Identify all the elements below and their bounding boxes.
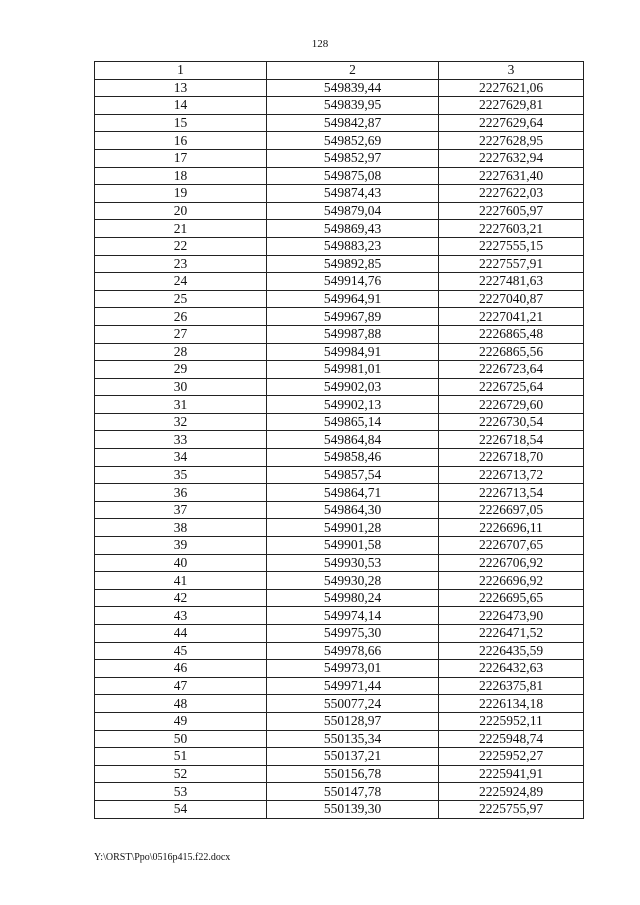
point-number-cell: 20 — [95, 202, 267, 220]
y-coordinate-cell: 2226723,64 — [439, 361, 584, 379]
table-row — [95, 783, 584, 801]
y-coordinate-cell: 2227631,40 — [439, 167, 584, 185]
point-number-cell: 39 — [95, 537, 267, 555]
table-row — [95, 449, 584, 467]
x-coordinate-cell: 549930,28 — [267, 572, 439, 590]
point-number-cell: 25 — [95, 290, 267, 308]
y-coordinate-cell: 2226695,65 — [439, 589, 584, 607]
x-coordinate-cell: 549869,43 — [267, 220, 439, 238]
point-number-cell: 33 — [95, 431, 267, 449]
x-coordinate-cell: 550139,30 — [267, 800, 439, 818]
point-number-cell: 53 — [95, 783, 267, 801]
x-coordinate-cell: 549971,44 — [267, 677, 439, 695]
x-coordinate-cell: 549984,91 — [267, 343, 439, 361]
x-coordinate-cell: 549980,24 — [267, 589, 439, 607]
point-number-cell: 52 — [95, 765, 267, 783]
x-coordinate-cell: 549852,69 — [267, 132, 439, 150]
x-coordinate-cell: 549879,04 — [267, 202, 439, 220]
point-number-cell: 34 — [95, 449, 267, 467]
table-row — [95, 325, 584, 343]
table-row — [95, 308, 584, 326]
y-coordinate-cell: 2225941,91 — [439, 765, 584, 783]
point-number-cell: 46 — [95, 660, 267, 678]
x-coordinate-cell: 549875,08 — [267, 167, 439, 185]
x-coordinate-cell: 549974,14 — [267, 607, 439, 625]
point-number-cell: 23 — [95, 255, 267, 273]
x-coordinate-cell: 549858,46 — [267, 449, 439, 467]
point-number-cell: 30 — [95, 378, 267, 396]
table-row — [95, 132, 584, 150]
point-number-cell: 35 — [95, 466, 267, 484]
point-number-cell: 51 — [95, 748, 267, 766]
point-number-cell: 50 — [95, 730, 267, 748]
table-row — [95, 765, 584, 783]
point-number-cell: 16 — [95, 132, 267, 150]
x-coordinate-cell: 549902,03 — [267, 378, 439, 396]
table-row — [95, 748, 584, 766]
y-coordinate-cell: 2225755,97 — [439, 800, 584, 818]
y-coordinate-cell: 2227621,06 — [439, 79, 584, 97]
y-coordinate-cell: 2225952,27 — [439, 748, 584, 766]
point-number-cell: 18 — [95, 167, 267, 185]
y-coordinate-cell: 2226865,56 — [439, 343, 584, 361]
y-coordinate-cell: 2227632,94 — [439, 149, 584, 167]
x-coordinate-cell: 549839,44 — [267, 79, 439, 97]
table-row — [95, 660, 584, 678]
coordinates-table — [94, 61, 584, 819]
page-number: 128 — [311, 38, 329, 50]
y-coordinate-cell: 2226432,63 — [439, 660, 584, 678]
point-number-cell: 31 — [95, 396, 267, 414]
y-coordinate-cell: 2226697,05 — [439, 501, 584, 519]
x-coordinate-cell: 549864,71 — [267, 484, 439, 502]
point-number-cell: 41 — [95, 572, 267, 590]
table-row — [95, 589, 584, 607]
point-number-cell: 37 — [95, 501, 267, 519]
x-coordinate-cell: 549839,95 — [267, 97, 439, 115]
table-row — [95, 501, 584, 519]
table-row — [95, 167, 584, 185]
x-coordinate-cell: 549842,87 — [267, 114, 439, 132]
y-coordinate-cell: 2226865,48 — [439, 325, 584, 343]
table-row — [95, 202, 584, 220]
x-coordinate-cell: 549902,13 — [267, 396, 439, 414]
point-number-cell: 19 — [95, 185, 267, 203]
y-coordinate-cell: 2226729,60 — [439, 396, 584, 414]
table-row — [95, 220, 584, 238]
point-number-cell: 40 — [95, 554, 267, 572]
point-number-cell: 29 — [95, 361, 267, 379]
x-coordinate-cell: 549978,66 — [267, 642, 439, 660]
point-number-cell: 26 — [95, 308, 267, 326]
y-coordinate-cell: 2225952,11 — [439, 712, 584, 730]
table-header-row — [95, 62, 584, 80]
table-row — [95, 149, 584, 167]
table-row — [95, 97, 584, 115]
y-coordinate-cell: 2226707,65 — [439, 537, 584, 555]
table-row — [95, 343, 584, 361]
point-number-cell: 28 — [95, 343, 267, 361]
table-row — [95, 712, 584, 730]
x-coordinate-cell: 549930,53 — [267, 554, 439, 572]
y-coordinate-cell: 2226473,90 — [439, 607, 584, 625]
y-coordinate-cell: 2226718,54 — [439, 431, 584, 449]
point-number-cell: 27 — [95, 325, 267, 343]
x-coordinate-cell: 549967,89 — [267, 308, 439, 326]
point-number-cell: 13 — [95, 79, 267, 97]
x-coordinate-cell: 550147,78 — [267, 783, 439, 801]
table-row — [95, 114, 584, 132]
x-coordinate-cell: 550156,78 — [267, 765, 439, 783]
table-row — [95, 519, 584, 537]
table-row — [95, 607, 584, 625]
table-row — [95, 237, 584, 255]
point-number-cell: 14 — [95, 97, 267, 115]
table-row — [95, 572, 584, 590]
x-coordinate-cell: 549975,30 — [267, 625, 439, 643]
point-number-cell: 15 — [95, 114, 267, 132]
table-body — [95, 79, 584, 818]
y-coordinate-cell: 2227481,63 — [439, 273, 584, 291]
table-row — [95, 537, 584, 555]
table-row — [95, 695, 584, 713]
x-coordinate-cell: 549914,76 — [267, 273, 439, 291]
x-coordinate-cell: 549973,01 — [267, 660, 439, 678]
y-coordinate-cell: 2227557,91 — [439, 255, 584, 273]
y-coordinate-cell: 2226696,11 — [439, 519, 584, 537]
point-number-cell: 47 — [95, 677, 267, 695]
table-row — [95, 361, 584, 379]
x-coordinate-cell: 549964,91 — [267, 290, 439, 308]
table-row — [95, 79, 584, 97]
point-number-cell: 43 — [95, 607, 267, 625]
y-coordinate-cell: 2226471,52 — [439, 625, 584, 643]
column-header-2: 2 — [267, 62, 439, 80]
point-number-cell: 54 — [95, 800, 267, 818]
table-row — [95, 625, 584, 643]
table-row — [95, 554, 584, 572]
x-coordinate-cell: 549857,54 — [267, 466, 439, 484]
y-coordinate-cell: 2227622,03 — [439, 185, 584, 203]
y-coordinate-cell: 2227603,21 — [439, 220, 584, 238]
y-coordinate-cell: 2226435,59 — [439, 642, 584, 660]
x-coordinate-cell: 549883,23 — [267, 237, 439, 255]
y-coordinate-cell: 2226730,54 — [439, 413, 584, 431]
point-number-cell: 32 — [95, 413, 267, 431]
point-number-cell: 45 — [95, 642, 267, 660]
table-row — [95, 800, 584, 818]
x-coordinate-cell: 550077,24 — [267, 695, 439, 713]
y-coordinate-cell: 2227628,95 — [439, 132, 584, 150]
y-coordinate-cell: 2225948,74 — [439, 730, 584, 748]
x-coordinate-cell: 549865,14 — [267, 413, 439, 431]
x-coordinate-cell: 549901,28 — [267, 519, 439, 537]
x-coordinate-cell: 550128,97 — [267, 712, 439, 730]
y-coordinate-cell: 2226713,54 — [439, 484, 584, 502]
x-coordinate-cell: 549852,97 — [267, 149, 439, 167]
table-row — [95, 466, 584, 484]
y-coordinate-cell: 2227555,15 — [439, 237, 584, 255]
table-row — [95, 273, 584, 291]
table-row — [95, 484, 584, 502]
y-coordinate-cell: 2225924,89 — [439, 783, 584, 801]
y-coordinate-cell: 2226725,64 — [439, 378, 584, 396]
x-coordinate-cell: 550137,21 — [267, 748, 439, 766]
y-coordinate-cell: 2227041,21 — [439, 308, 584, 326]
point-number-cell: 44 — [95, 625, 267, 643]
x-coordinate-cell: 549874,43 — [267, 185, 439, 203]
y-coordinate-cell: 2226375,81 — [439, 677, 584, 695]
x-coordinate-cell: 549981,01 — [267, 361, 439, 379]
point-number-cell: 17 — [95, 149, 267, 167]
table-row — [95, 255, 584, 273]
footer-file-path: Y:\ORST\Ppo\0516p415.f22.docx — [94, 852, 231, 863]
table-row — [95, 290, 584, 308]
y-coordinate-cell: 2226713,72 — [439, 466, 584, 484]
table-row — [95, 730, 584, 748]
y-coordinate-cell: 2226706,92 — [439, 554, 584, 572]
y-coordinate-cell: 2227629,64 — [439, 114, 584, 132]
column-header-3: 3 — [439, 62, 584, 80]
table-row — [95, 413, 584, 431]
table-row — [95, 642, 584, 660]
table-row — [95, 431, 584, 449]
column-header-1: 1 — [95, 62, 267, 80]
y-coordinate-cell: 2226134,18 — [439, 695, 584, 713]
y-coordinate-cell: 2227629,81 — [439, 97, 584, 115]
point-number-cell: 22 — [95, 237, 267, 255]
x-coordinate-cell: 549901,58 — [267, 537, 439, 555]
table-row — [95, 396, 584, 414]
table-row — [95, 378, 584, 396]
x-coordinate-cell: 549987,88 — [267, 325, 439, 343]
point-number-cell: 24 — [95, 273, 267, 291]
point-number-cell: 42 — [95, 589, 267, 607]
y-coordinate-cell: 2226718,70 — [439, 449, 584, 467]
point-number-cell: 49 — [95, 712, 267, 730]
y-coordinate-cell: 2227605,97 — [439, 202, 584, 220]
point-number-cell: 48 — [95, 695, 267, 713]
x-coordinate-cell: 549864,84 — [267, 431, 439, 449]
point-number-cell: 36 — [95, 484, 267, 502]
x-coordinate-cell: 550135,34 — [267, 730, 439, 748]
point-number-cell: 38 — [95, 519, 267, 537]
point-number-cell: 21 — [95, 220, 267, 238]
x-coordinate-cell: 549864,30 — [267, 501, 439, 519]
table-row — [95, 185, 584, 203]
x-coordinate-cell: 549892,85 — [267, 255, 439, 273]
y-coordinate-cell: 2227040,87 — [439, 290, 584, 308]
table-row — [95, 677, 584, 695]
y-coordinate-cell: 2226696,92 — [439, 572, 584, 590]
